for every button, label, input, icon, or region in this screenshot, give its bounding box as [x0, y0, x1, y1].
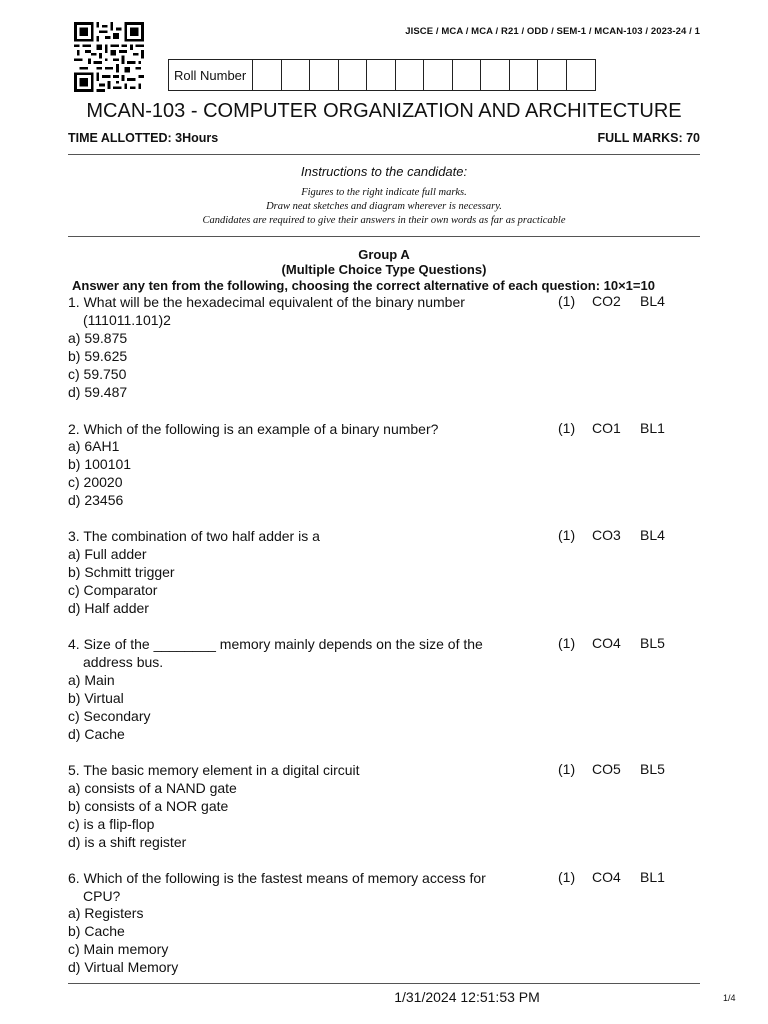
- option: d) Half adder: [68, 600, 149, 616]
- question-co: CO4: [592, 869, 621, 885]
- question-text: 1. What will be the hexadecimal equivalent of the binary number: [68, 294, 465, 310]
- question-co: CO3: [592, 527, 621, 543]
- question-text: 3. The combination of two half adder is a: [68, 528, 320, 544]
- question-text-cont: CPU?: [83, 888, 121, 904]
- question-6: [68, 869, 518, 905]
- option: d) 59.487: [68, 384, 128, 400]
- instructions-heading: Instructions to the candidate:: [300, 164, 468, 179]
- roll-number-cell[interactable]: [282, 60, 311, 90]
- group-type: (Multiple Choice Type Questions): [281, 262, 487, 277]
- option: b) Schmitt trigger: [68, 564, 175, 580]
- option: d) 23456: [68, 492, 124, 508]
- option: b) Cache: [68, 923, 125, 939]
- question-text: 4. Size of the ________ memory mainly depends on the size of the: [68, 636, 483, 652]
- roll-number-cell[interactable]: [253, 60, 282, 90]
- group-name: Group A: [358, 247, 410, 262]
- roll-number-cell[interactable]: [453, 60, 482, 90]
- option: c) 59.750: [68, 366, 127, 382]
- qr-code-icon: [74, 22, 144, 92]
- roll-number-cell[interactable]: [367, 60, 396, 90]
- option: c) Main memory: [68, 941, 169, 957]
- option: b) Virtual: [68, 690, 124, 706]
- question-co: CO2: [592, 293, 621, 309]
- question-marks: (1): [558, 527, 576, 543]
- question-text: 6. Which of the following is the fastest means of memory access for: [68, 870, 486, 886]
- question-bl: BL4: [640, 293, 665, 309]
- divider: [68, 983, 700, 984]
- question-3: [68, 527, 518, 545]
- full-marks: FULL MARKS: 70: [597, 131, 700, 145]
- question-text: 2. Which of the following is an example of a binary number?: [68, 421, 439, 437]
- question-bl: BL4: [640, 527, 665, 543]
- page-number: 1/4: [723, 993, 736, 1003]
- question-marks: (1): [558, 635, 576, 651]
- question-marks: (1): [558, 293, 576, 309]
- option: b) 100101: [68, 456, 132, 472]
- instruction-line: Candidates are required to give their answers in their own words as far as practicable: [202, 215, 566, 226]
- time-allotted: TIME ALLOTTED: 3Hours: [68, 131, 219, 145]
- option: b) consists of a NOR gate: [68, 798, 229, 814]
- option: a) Registers: [68, 905, 144, 921]
- option: b) 59.625: [68, 348, 128, 364]
- question-2: [68, 420, 518, 438]
- question-marks: (1): [558, 869, 576, 885]
- question-text-cont: address bus.: [83, 654, 164, 670]
- question-5: [68, 761, 518, 779]
- roll-number-label: Roll Number: [169, 60, 253, 90]
- divider: [68, 236, 700, 237]
- question-co: CO1: [592, 420, 621, 436]
- option: d) is a shift register: [68, 834, 187, 850]
- option: d) Cache: [68, 726, 125, 742]
- roll-number-cell[interactable]: [510, 60, 539, 90]
- question-bl: BL1: [640, 420, 665, 436]
- paper-title: MCAN-103 - COMPUTER ORGANIZATION AND ARCHITECTURE: [86, 100, 682, 122]
- roll-number-cell[interactable]: [567, 60, 596, 90]
- question-co: CO5: [592, 761, 621, 777]
- question-bl: BL5: [640, 761, 665, 777]
- option: c) Secondary: [68, 708, 151, 724]
- group-instruction: Answer any ten from the following, choosing the correct alternative of each question: 10×1=10: [72, 278, 655, 293]
- question-1: [68, 293, 518, 329]
- option: d) Virtual Memory: [68, 959, 179, 975]
- instruction-line: Figures to the right indicate full marks.: [301, 187, 467, 198]
- question-co: CO4: [592, 635, 621, 651]
- paper-code: JISCE / MCA / MCA / R21 / ODD / SEM-1 / MCAN-103 / 2023-24 / 1: [405, 26, 700, 37]
- footer-timestamp: 1/31/2024 12:51:53 PM: [394, 989, 540, 1005]
- roll-number-cell[interactable]: [538, 60, 567, 90]
- option: a) 6AH1: [68, 438, 120, 454]
- instruction-line: Draw neat sketches and diagram wherever is necessary.: [266, 201, 502, 212]
- question-text-cont: (111011.101)2: [83, 312, 171, 328]
- divider: [68, 154, 700, 155]
- roll-number-cell[interactable]: [339, 60, 368, 90]
- option: c) Comparator: [68, 582, 158, 598]
- option: a) Main: [68, 672, 115, 688]
- question-text: 5. The basic memory element in a digital circuit: [68, 762, 360, 778]
- roll-number-cell[interactable]: [424, 60, 453, 90]
- option: a) Full adder: [68, 546, 147, 562]
- question-bl: BL1: [640, 869, 665, 885]
- question-marks: (1): [558, 420, 576, 436]
- roll-number-box: [168, 59, 596, 91]
- question-4: [68, 635, 518, 671]
- option: a) consists of a NAND gate: [68, 780, 237, 796]
- option: c) 20020: [68, 474, 123, 490]
- roll-number-cell[interactable]: [481, 60, 510, 90]
- question-bl: BL5: [640, 635, 665, 651]
- option: a) 59.875: [68, 330, 128, 346]
- option: c) is a flip-flop: [68, 816, 155, 832]
- question-marks: (1): [558, 761, 576, 777]
- roll-number-cell[interactable]: [396, 60, 425, 90]
- roll-number-cell[interactable]: [310, 60, 339, 90]
